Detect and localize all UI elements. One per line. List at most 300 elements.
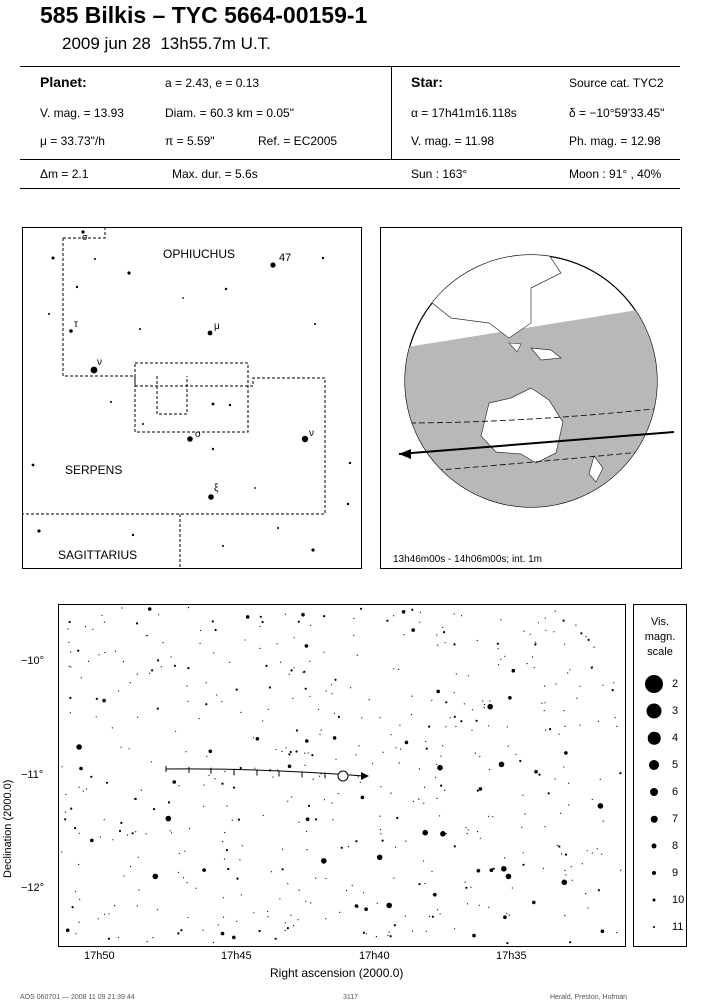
field-star — [361, 717, 362, 718]
field-star — [259, 930, 261, 932]
field-star — [304, 753, 305, 754]
field-star — [468, 675, 469, 676]
field-star — [538, 774, 540, 776]
field-star — [433, 894, 434, 895]
field-star — [215, 778, 216, 779]
field-star — [424, 787, 425, 788]
field-star — [437, 645, 438, 646]
field-star — [291, 669, 293, 671]
field-star — [285, 747, 286, 748]
field-star — [484, 707, 485, 708]
field-star — [254, 768, 255, 769]
field-star — [221, 783, 223, 785]
field-star — [104, 819, 105, 820]
field-star — [504, 857, 505, 858]
field-star — [454, 928, 455, 929]
field-star — [558, 845, 560, 847]
constellation-sagittarius: SAGITTARIUS — [58, 548, 138, 562]
field-star — [544, 702, 545, 703]
field-star — [279, 898, 280, 899]
field-star — [323, 615, 325, 617]
scale-item — [634, 671, 698, 697]
field-star — [338, 716, 340, 718]
field-star — [253, 912, 254, 913]
field-star — [377, 855, 383, 861]
globe-panel — [380, 227, 682, 569]
field-star — [534, 667, 535, 668]
y-tick-0: −10° — [21, 655, 45, 667]
field-star — [394, 924, 396, 926]
scale-label: 6 — [672, 786, 679, 798]
event-time: 13h55.7m U.T. — [160, 34, 271, 53]
field-star — [218, 924, 219, 925]
field-star — [593, 647, 594, 648]
field-star — [241, 894, 242, 895]
planet-orbit: a = 2.43, e = 0.13 — [165, 76, 260, 90]
field-star — [79, 787, 80, 788]
field-star — [282, 849, 283, 850]
field-star — [162, 642, 163, 643]
field-star — [198, 718, 199, 719]
field-star — [334, 713, 335, 714]
field-star — [79, 899, 80, 900]
field-star — [281, 751, 282, 752]
star-label-mu: μ — [214, 321, 220, 332]
field-star — [267, 916, 268, 917]
field-star — [253, 737, 254, 738]
field-star — [86, 788, 87, 789]
field-star — [236, 689, 238, 691]
field-star — [130, 866, 131, 867]
star-label-xi: ξ — [214, 483, 219, 494]
y-tick-1: −11° — [21, 769, 44, 781]
field-star — [216, 694, 217, 695]
field-star — [572, 880, 573, 881]
field-star — [442, 745, 443, 746]
field-star — [592, 799, 593, 800]
field-star — [129, 748, 130, 749]
field-star — [205, 703, 207, 705]
field-star — [560, 813, 561, 814]
field-star — [488, 907, 489, 908]
field-star — [69, 621, 71, 623]
field-star — [212, 620, 214, 622]
field-star — [545, 826, 546, 827]
field-star — [203, 930, 204, 931]
field-star — [338, 793, 339, 794]
field-star — [288, 753, 290, 755]
field-star — [402, 610, 406, 614]
field-star — [612, 689, 614, 691]
field-star — [66, 929, 70, 933]
field-star — [393, 668, 394, 669]
finder-stars — [32, 230, 352, 551]
field-star — [500, 619, 501, 620]
field-star — [265, 665, 267, 667]
field-star — [179, 853, 180, 854]
field-star — [72, 906, 74, 908]
field-star — [306, 817, 310, 821]
field-star — [429, 916, 430, 917]
field-star — [137, 717, 138, 718]
star-omicron — [187, 436, 193, 442]
field-star — [206, 756, 207, 757]
max-duration: Max. dur. = 5.6s — [172, 167, 258, 181]
field-star — [310, 902, 311, 903]
field-star — [350, 687, 351, 688]
field-star — [151, 669, 153, 671]
table-mid-rule — [20, 159, 680, 160]
scale-label: 10 — [672, 894, 685, 906]
field-star — [576, 698, 577, 699]
star-chart-svg — [59, 605, 625, 946]
field-star — [597, 848, 598, 849]
field-star — [112, 727, 113, 728]
field-star — [325, 878, 326, 879]
field-star — [78, 864, 79, 865]
field-star — [271, 871, 272, 872]
scale-label: 5 — [672, 759, 679, 771]
field-star — [108, 938, 110, 940]
field-star — [187, 917, 188, 918]
field-star — [522, 795, 523, 796]
field-star — [504, 656, 505, 657]
field-star — [357, 655, 358, 656]
field-star — [108, 913, 109, 914]
field-star — [119, 830, 121, 832]
field-star — [183, 877, 184, 878]
field-star — [557, 845, 558, 846]
scale-dot — [653, 899, 656, 902]
field-star — [489, 769, 490, 770]
field-star — [298, 919, 299, 920]
field-star — [423, 803, 424, 804]
field-star — [289, 674, 290, 675]
field-star — [405, 841, 406, 842]
field-star — [418, 799, 419, 800]
field-star — [445, 642, 446, 643]
field-star — [246, 615, 250, 619]
field-star — [65, 794, 66, 795]
field-star — [436, 798, 437, 799]
field-star — [472, 709, 473, 710]
field-star — [405, 741, 409, 745]
scale-item — [634, 752, 698, 778]
field-star — [324, 799, 325, 800]
field-star — [100, 836, 101, 837]
field-star — [396, 817, 398, 819]
field-star — [355, 840, 357, 842]
field-star — [132, 832, 134, 834]
field-star — [432, 916, 434, 918]
field-star — [498, 648, 499, 649]
field-star — [62, 766, 63, 767]
field-star — [508, 696, 512, 700]
field-star — [277, 643, 278, 644]
field-star — [423, 833, 424, 834]
planet-ref: Ref. = EC2005 — [258, 134, 338, 148]
field-star — [358, 776, 359, 777]
event-date: 2009 jun 28 — [62, 34, 151, 53]
field-star — [472, 934, 476, 938]
field-star — [465, 882, 466, 883]
field-star — [456, 673, 457, 674]
field-star — [213, 652, 214, 653]
field-star — [323, 652, 324, 653]
star-nu2 — [302, 436, 308, 442]
field-star — [515, 754, 516, 755]
field-star — [613, 682, 614, 683]
field-star — [90, 839, 94, 843]
field-star — [386, 620, 388, 622]
star-label-tau: τ — [74, 319, 78, 330]
field-star — [332, 693, 333, 694]
field-star — [413, 801, 414, 802]
field-star — [285, 930, 286, 931]
scale-item — [634, 698, 698, 724]
field-star — [616, 726, 617, 727]
field-star — [587, 907, 588, 908]
field-star — [326, 690, 327, 691]
field-star — [305, 644, 309, 648]
field-star — [303, 672, 304, 673]
field-star — [305, 688, 307, 690]
field-star — [377, 903, 378, 904]
field-star — [171, 656, 172, 657]
field-star — [532, 901, 536, 905]
field-star — [519, 760, 521, 762]
field-star — [488, 816, 489, 817]
field-star — [174, 665, 176, 667]
field-star — [215, 629, 217, 631]
field-star — [135, 831, 136, 832]
page-title: 585 Bilkis – TYC 5664-00159-1 — [40, 2, 368, 28]
field-star — [221, 701, 222, 702]
field-star — [600, 779, 601, 780]
field-star — [598, 721, 599, 722]
field-star — [227, 868, 229, 870]
field-star — [147, 635, 148, 636]
field-star — [538, 622, 539, 623]
field-star — [161, 666, 162, 667]
field-star — [296, 729, 298, 731]
field-star — [361, 796, 365, 800]
field-star — [582, 863, 583, 864]
scale-label: 3 — [672, 705, 679, 717]
scale-dot — [650, 788, 658, 796]
field-star — [487, 704, 493, 710]
field-star — [79, 833, 80, 834]
field-star — [240, 767, 242, 769]
field-star — [299, 890, 300, 891]
field-star — [196, 888, 197, 889]
field-star — [553, 631, 554, 632]
field-star — [115, 651, 116, 652]
field-star — [523, 852, 524, 853]
field-star — [565, 874, 566, 875]
field-star — [454, 716, 456, 718]
planet-track — [166, 766, 369, 781]
field-star — [298, 621, 300, 623]
field-star — [389, 931, 390, 932]
field-star — [615, 717, 616, 718]
field-star — [521, 827, 522, 828]
field-star — [439, 815, 440, 816]
field-star — [477, 640, 478, 641]
field-star — [287, 883, 288, 884]
field-star — [479, 756, 480, 757]
field-star — [442, 627, 443, 628]
field-star — [562, 880, 568, 886]
field-star — [298, 822, 299, 823]
field-star — [67, 628, 68, 629]
field-star — [292, 698, 293, 699]
field-star — [106, 782, 108, 784]
field-star — [187, 667, 189, 669]
field-star — [555, 778, 556, 779]
scale-item — [634, 725, 698, 751]
field-star — [319, 734, 320, 735]
x-tick-3: 17h35 — [496, 950, 527, 962]
field-star — [493, 868, 495, 870]
scale-title-line-2: magn. — [644, 631, 676, 643]
field-star — [177, 932, 179, 934]
field-star — [78, 922, 79, 923]
field-star — [467, 903, 468, 904]
field-star — [148, 607, 152, 611]
field-star — [138, 857, 139, 858]
planet-vmag: V. mag. = 13.93 — [40, 106, 124, 120]
field-star — [563, 766, 564, 767]
field-star — [335, 759, 336, 760]
footer-left: AOS 060701 — 2008 11 09 21:39:44 — [20, 994, 135, 1001]
globe-caption: 13h46m00s - 14h06m00s; int. 1m — [393, 554, 542, 565]
field-star — [339, 912, 340, 913]
field-star — [123, 875, 124, 876]
field-star — [104, 652, 105, 653]
field-star — [178, 785, 179, 786]
x-tick-2: 17h40 — [359, 950, 390, 962]
field-star — [146, 833, 147, 834]
field-star — [480, 838, 481, 839]
field-star — [232, 820, 233, 821]
field-star — [386, 903, 392, 909]
field-star — [412, 930, 413, 931]
field-star — [564, 751, 568, 755]
field-star — [221, 932, 225, 936]
field-star — [372, 763, 373, 764]
field-star — [575, 625, 576, 626]
field-star — [147, 941, 148, 942]
star-label-47: 47 — [279, 252, 292, 264]
field-star — [138, 889, 139, 890]
star-mu — [208, 331, 213, 336]
field-star — [601, 929, 605, 933]
field-star — [136, 622, 138, 624]
field-star — [70, 651, 71, 652]
field-star — [422, 830, 428, 836]
star-chart — [58, 604, 626, 947]
field-star — [445, 701, 447, 703]
field-star — [355, 754, 356, 755]
field-star — [391, 734, 392, 735]
field-star — [334, 679, 336, 681]
field-star — [158, 614, 159, 615]
field-star — [121, 747, 122, 748]
field-star — [563, 620, 565, 622]
field-star — [471, 730, 472, 731]
field-star — [332, 819, 333, 820]
field-star — [450, 717, 451, 718]
star-label-omicron: ο — [195, 429, 201, 440]
scale-item — [634, 860, 698, 886]
field-star — [114, 905, 115, 906]
field-star — [532, 656, 533, 657]
field-star — [318, 709, 319, 710]
star-source: Source cat. TYC2 — [569, 76, 664, 90]
field-star — [419, 622, 420, 623]
field-star — [489, 700, 490, 701]
field-star — [411, 714, 412, 715]
field-star — [206, 682, 207, 683]
field-star — [269, 686, 271, 688]
scale-dot — [651, 816, 658, 823]
field-star — [477, 869, 481, 873]
scale-item — [634, 806, 698, 832]
field-star — [479, 905, 480, 906]
field-star — [226, 849, 228, 851]
field-star — [213, 942, 214, 943]
scale-dot — [653, 926, 655, 928]
field-star — [424, 883, 425, 884]
field-star — [431, 871, 432, 872]
field-star — [387, 935, 388, 936]
field-star — [454, 692, 455, 693]
scale-dot — [652, 871, 656, 875]
field-star — [267, 911, 268, 912]
field-star — [592, 666, 593, 667]
field-star — [440, 785, 442, 787]
field-star — [523, 864, 525, 866]
field-star — [79, 767, 83, 771]
field-star — [382, 840, 384, 842]
field-star — [465, 887, 467, 889]
scale-item — [634, 779, 698, 805]
field-star — [152, 937, 153, 938]
field-star — [260, 626, 261, 627]
field-star — [85, 626, 86, 627]
table-top-rule — [20, 66, 680, 67]
field-star — [488, 725, 489, 726]
field-star — [545, 618, 546, 619]
field-star — [428, 726, 430, 728]
field-star — [309, 661, 310, 662]
field-star — [226, 805, 227, 806]
field-star — [208, 775, 209, 776]
field-star — [224, 832, 225, 833]
field-star — [352, 885, 353, 886]
field-star — [98, 918, 99, 919]
field-star — [395, 847, 396, 848]
field-star — [77, 650, 79, 652]
field-star — [441, 756, 442, 757]
field-star — [524, 631, 525, 632]
field-star — [76, 744, 82, 750]
field-star — [499, 762, 505, 768]
field-star — [296, 750, 298, 752]
field-star — [92, 629, 93, 630]
field-star — [232, 936, 236, 940]
